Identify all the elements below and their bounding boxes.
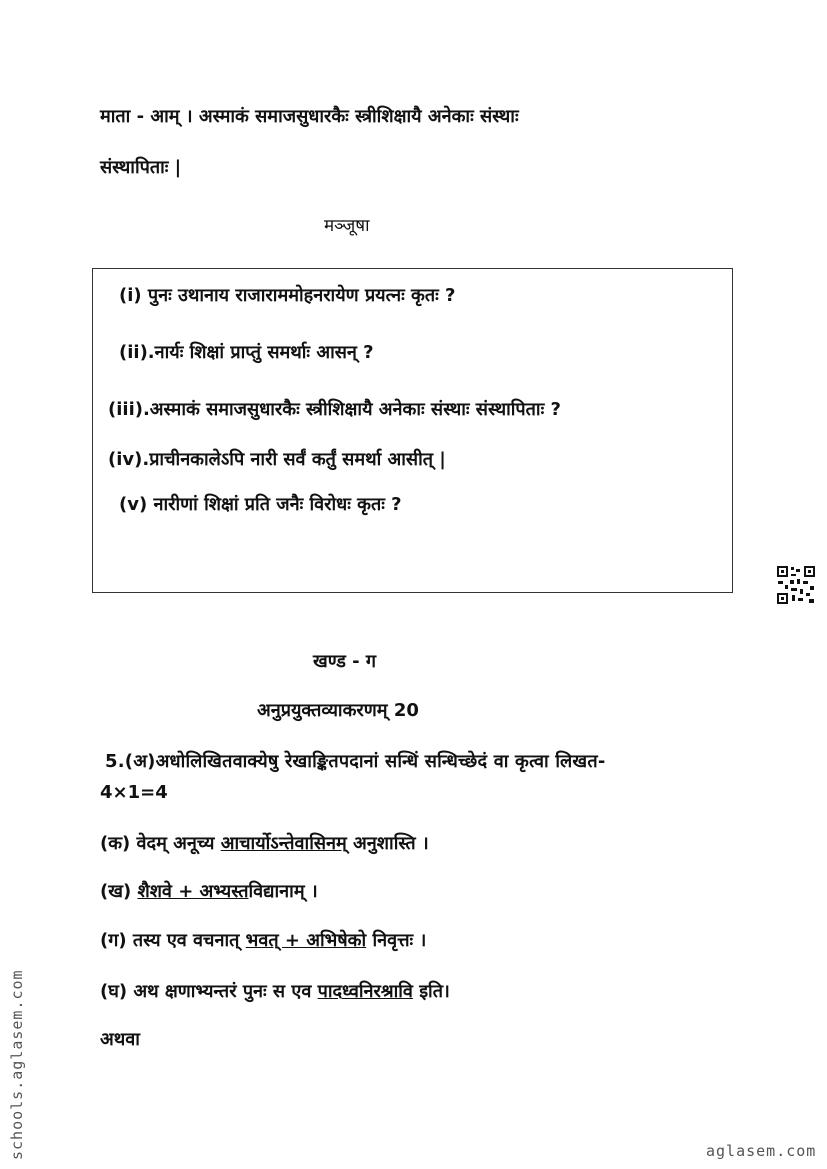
side-watermark: schools.aglasem.com	[8, 969, 26, 1160]
footer-watermark: aglasem.com	[706, 1142, 817, 1160]
question-5-item-gha	[100, 981, 450, 1003]
section-subtitle: अनुप्रयुक्तव्याकरणम् 20	[257, 700, 419, 721]
manjusha-question-1: (i) पुनः उथानाय राजाराममोहनरायेण प्रयत्नः कृतः ?	[119, 285, 456, 306]
qr-code-icon	[776, 565, 816, 605]
question-5-marks: 4×1=4	[100, 782, 168, 803]
question-5-heading: 5.(अ)अधोलिखितवाक्येषु रेखाङ्कितपदानां सन्धिं सन्धिच्छेदं वा कृत्वा लिखत-	[105, 751, 606, 772]
item-gha-text-end: इति।	[412, 981, 450, 1002]
passage-line-1: माता - आम् । अस्माकं समाजसुधारकैः स्त्रीशिक्षायै अनेकाः संस्थाः	[100, 106, 519, 127]
item-ka-text-end: अनुशास्ति ।	[346, 833, 429, 854]
item-gha-text: (घ) अथ क्षणाभ्यन्तरं पुनः स एव	[100, 981, 318, 1002]
manjusha-title: मञ्जूषा	[324, 216, 370, 236]
item-kha-text: (ख)	[100, 881, 138, 902]
question-5-item-ka	[100, 833, 429, 855]
manjusha-box	[92, 268, 733, 593]
athava-label: अथवा	[100, 1029, 140, 1050]
passage-line-2: संस्थापिताः |	[100, 157, 182, 178]
item-kha-underlined: शैशवे + अभ्यस्त	[137, 881, 249, 902]
manjusha-question-4: (iv).प्राचीनकालेऽपि नारी सर्वं कर्तुं समर्था आसीत् |	[108, 449, 446, 470]
item-ga-text: (ग) तस्य एव वचनात्	[100, 930, 246, 951]
item-ka-underlined: आचार्योऽन्तेवासिनम्	[220, 833, 347, 854]
item-kha-text-end: विद्यानाम् ।	[248, 881, 318, 902]
question-5-item-ga	[100, 930, 426, 952]
question-5-item-kha	[100, 881, 318, 903]
manjusha-question-5: (v) नारीणां शिक्षां प्रति जनैः विरोधः कृतः ?	[119, 494, 402, 515]
item-ka-text: (क) वेदम् अनूच्य	[100, 833, 221, 854]
item-gha-underlined: पादध्वनिरश्रावि	[317, 981, 413, 1002]
manjusha-question-3: (iii).अस्माकं समाजसुधारकैः स्त्रीशिक्षायै अनेकाः संस्थाः संस्थापिताः ?	[108, 399, 561, 420]
item-ga-underlined: भवत् + अभिषेको	[245, 930, 367, 951]
section-title: खण्ड - ग	[313, 651, 377, 672]
item-ga-text-end: निवृत्तः ।	[366, 930, 427, 951]
manjusha-question-2: (ii).नार्यः शिक्षां प्राप्तुं समर्थाः आसन् ?	[119, 342, 374, 363]
